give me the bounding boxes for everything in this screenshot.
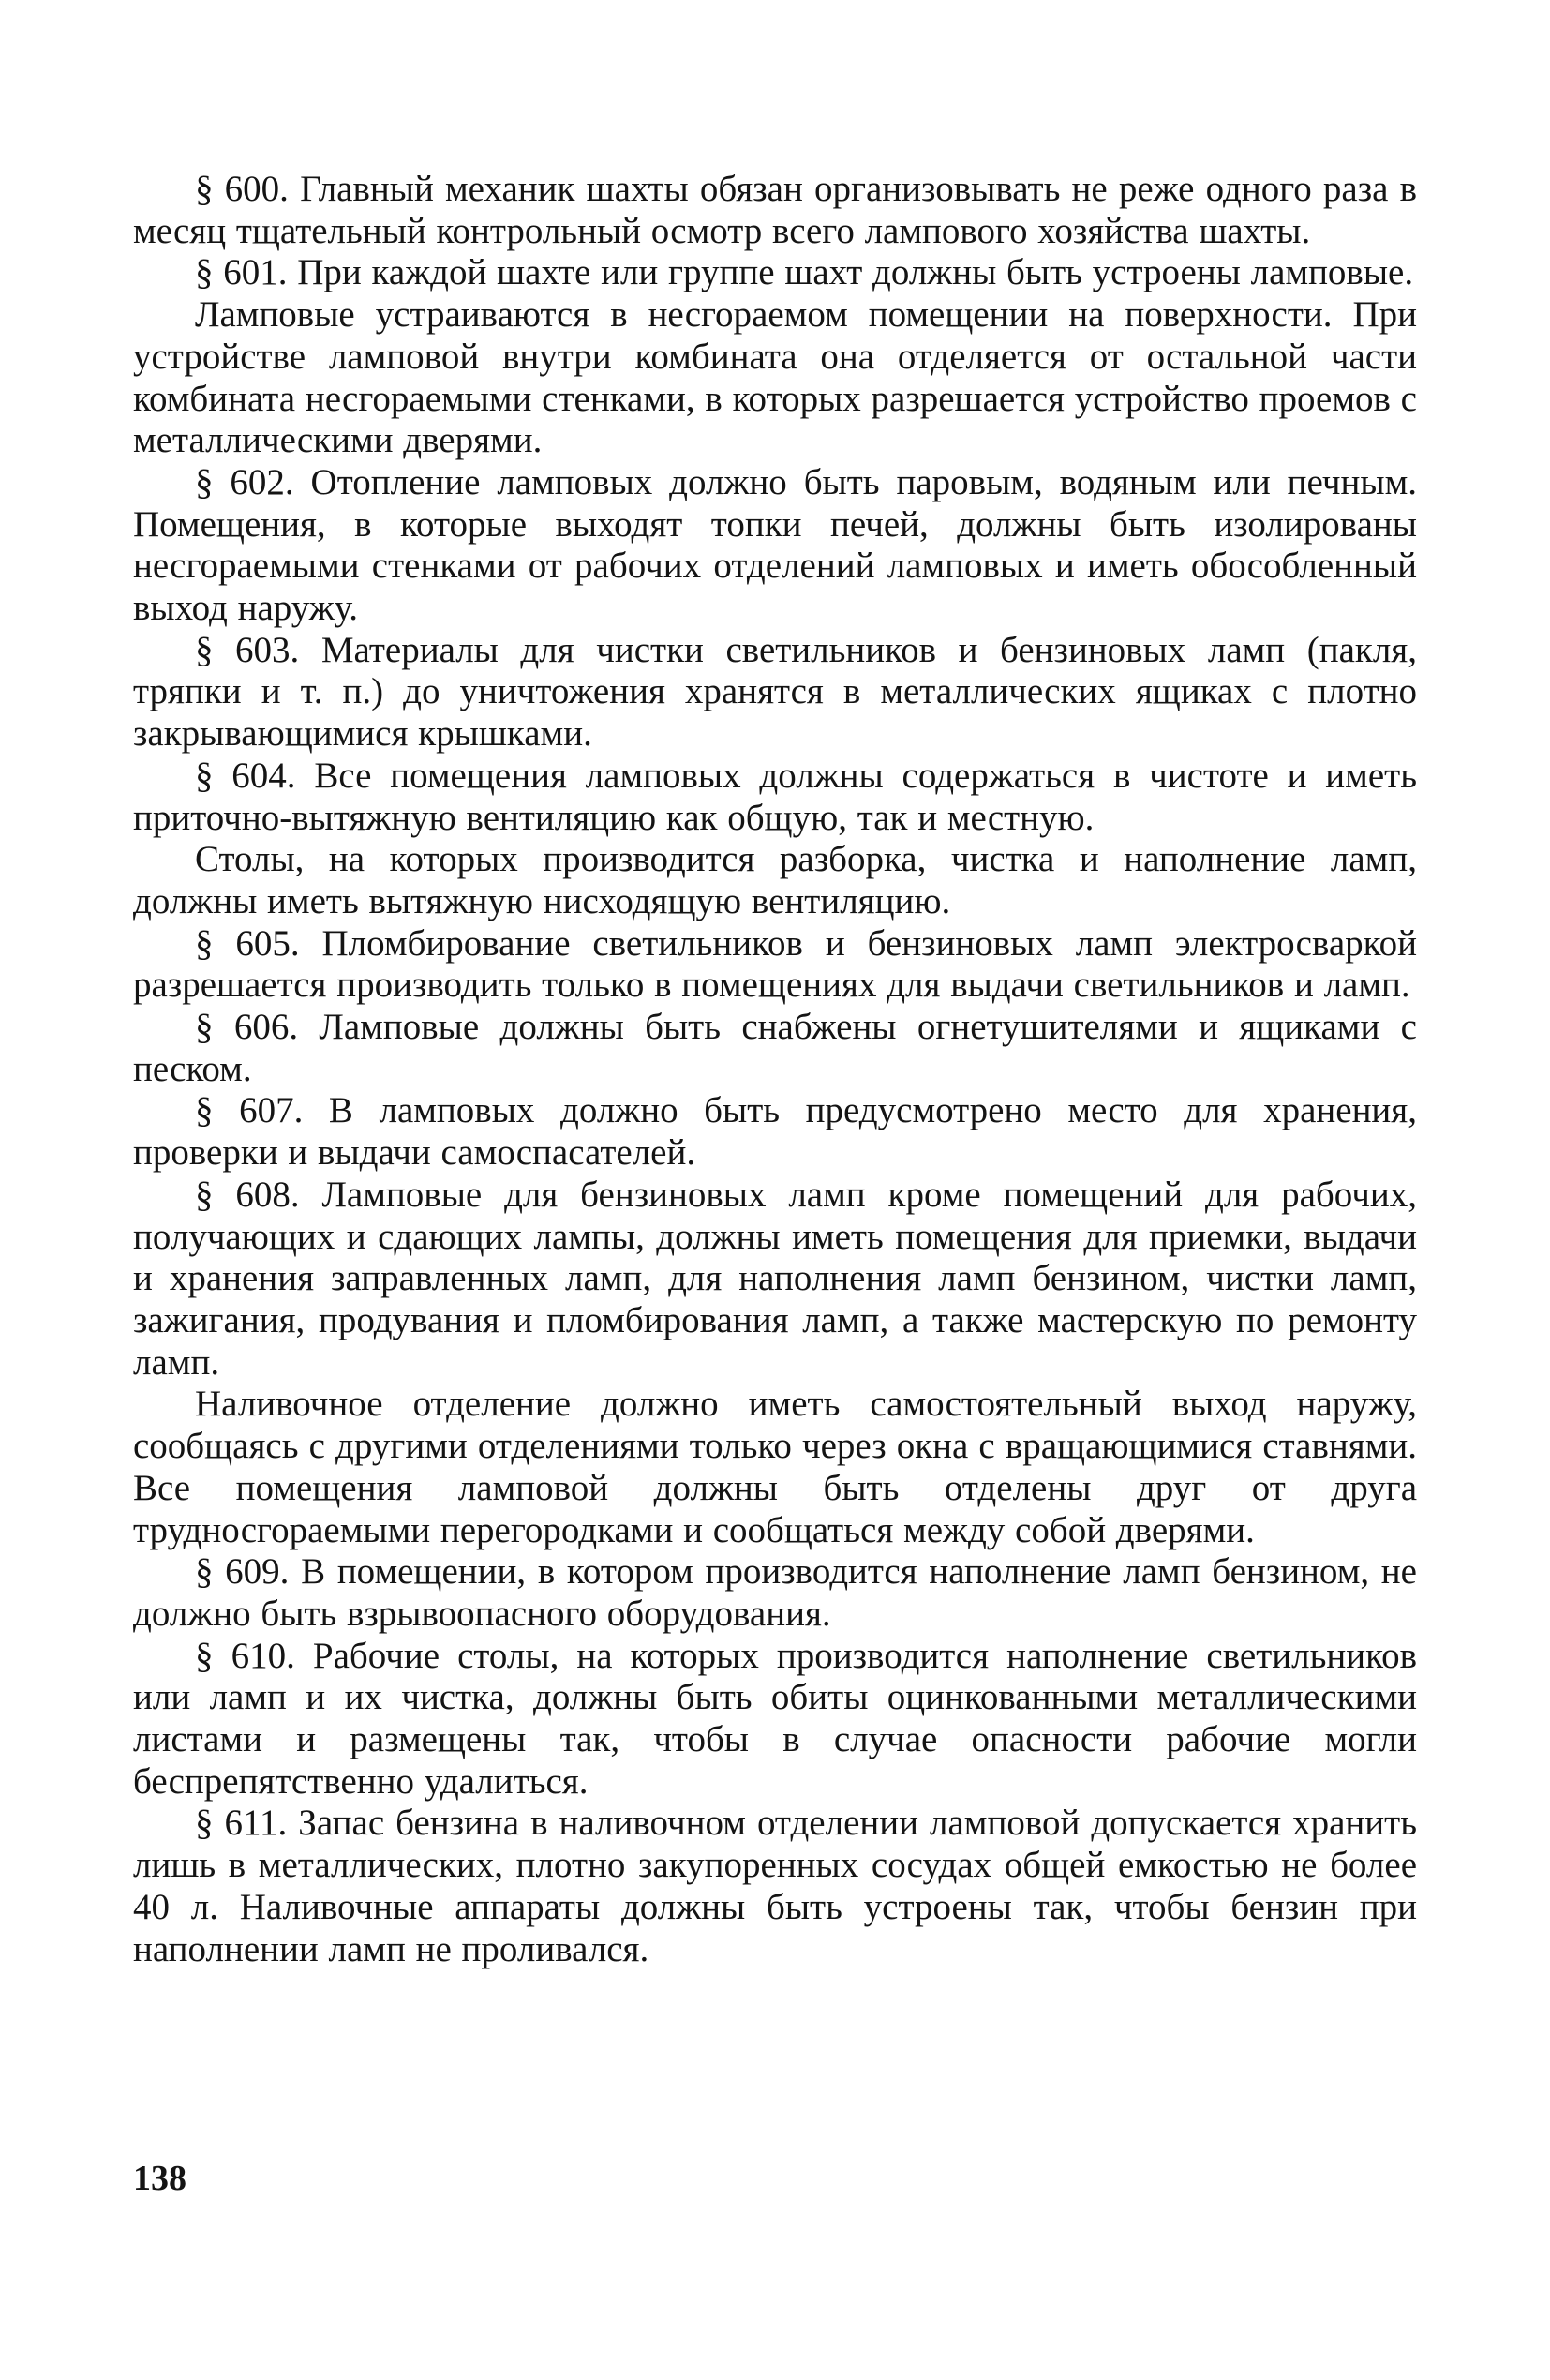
page-body (133, 169, 1417, 1970)
paragraph-604: § 604. Все помещения ламповых должны содержаться в чистоте и иметь приточно-вытяжную вентиляцию как общую, так и местную. (133, 755, 1417, 838)
paragraph-605: § 605. Пломбирование светильников и бензиновых ламп электросваркой разрешается производить только в помещениях для выдачи светильников и ламп. (133, 922, 1417, 1006)
paragraph-608-filling-room: Наливочное отделение должно иметь самостоятельный выход наружу, сообщаясь с другими отделениями только через окна с вращающимися ставнями. Все помещения ламповой должны быть отделены друг от друга трудносгораемыми перегородками и сообщаться между собой дверями. (133, 1384, 1417, 1550)
paragraph-603: § 603. Материалы для чистки светильников и бензиновых ламп (пакля, тряпки и т. п.) до уничтожения хранятся в металлических ящиках с плотно закрывающимися крышками. (133, 629, 1417, 755)
paragraph-601-lamprooms: Ламповые устраиваются в несгораемом помещении на поверхности. При устройстве ламповой внутри комбината она отделяется от остальной части комбината несгораемыми стенками, в которых разрешается устройство проемов с металлическими дверями. (133, 294, 1417, 461)
paragraph-607: § 607. В ламповых должно быть предусмотрено место для хранения, проверки и выдачи самоспасателей. (133, 1090, 1417, 1174)
paragraph-610: § 610. Рабочие столы, на которых производится наполнение светильников или ламп и их чистка, должны быть обиты оцинкованными металлическими листами и размещены так, чтобы в случае опасности рабочие могли беспрепятственно удалиться. (133, 1635, 1417, 1802)
paragraph-600: § 600. Главный механик шахты обязан организовывать не реже одного раза в месяц тщательный контрольный осмотр всего лампового хозяйства шахты. (133, 169, 1417, 251)
paragraph-608: § 608. Ламповые для бензиновых ламп кроме помещений для рабочих, получающих и сдающих лампы, должны иметь помещения для приемки, выдачи и хранения заправленных ламп, для наполнения ламп бензином, чистки ламп, зажигания, продувания и пломбирования ламп, а также мастерскую по ремонту ламп. (133, 1174, 1417, 1383)
paragraph-609: § 609. В помещении, в котором производится наполнение ламп бензином, не должно быть взрывоопасного оборудования. (133, 1551, 1417, 1634)
paragraph-604-tables: Столы, на которых производится разборка, чистка и наполнение ламп, должны иметь вытяжную нисходящую вентиляцию. (133, 839, 1417, 921)
paragraph-606: § 606. Ламповые должны быть снабжены огнетушителями и ящиками с песком. (133, 1007, 1417, 1089)
paragraph-601: § 601. При каждой шахте или группе шахт должны быть устроены ламповые. (195, 252, 1414, 293)
page-number: 138 (133, 2159, 186, 2198)
paragraph-602: § 602. Отопление ламповых должно быть паровым, водяным или печным. Помещения, в которые выходят топки печей, должны быть изолированы несгораемыми стенками от рабочих отделений ламповых и иметь обособленный выход наружу. (133, 461, 1417, 629)
paragraph-611: § 611. Запас бензина в наливочном отделении ламповой допускается хранить лишь в металлических, плотно закупоренных сосудах общей емкостью не более 40 л. Наливочные аппараты должны быть устроены так, чтобы бензин при наполнении ламп не проливался. (133, 1803, 1417, 1969)
